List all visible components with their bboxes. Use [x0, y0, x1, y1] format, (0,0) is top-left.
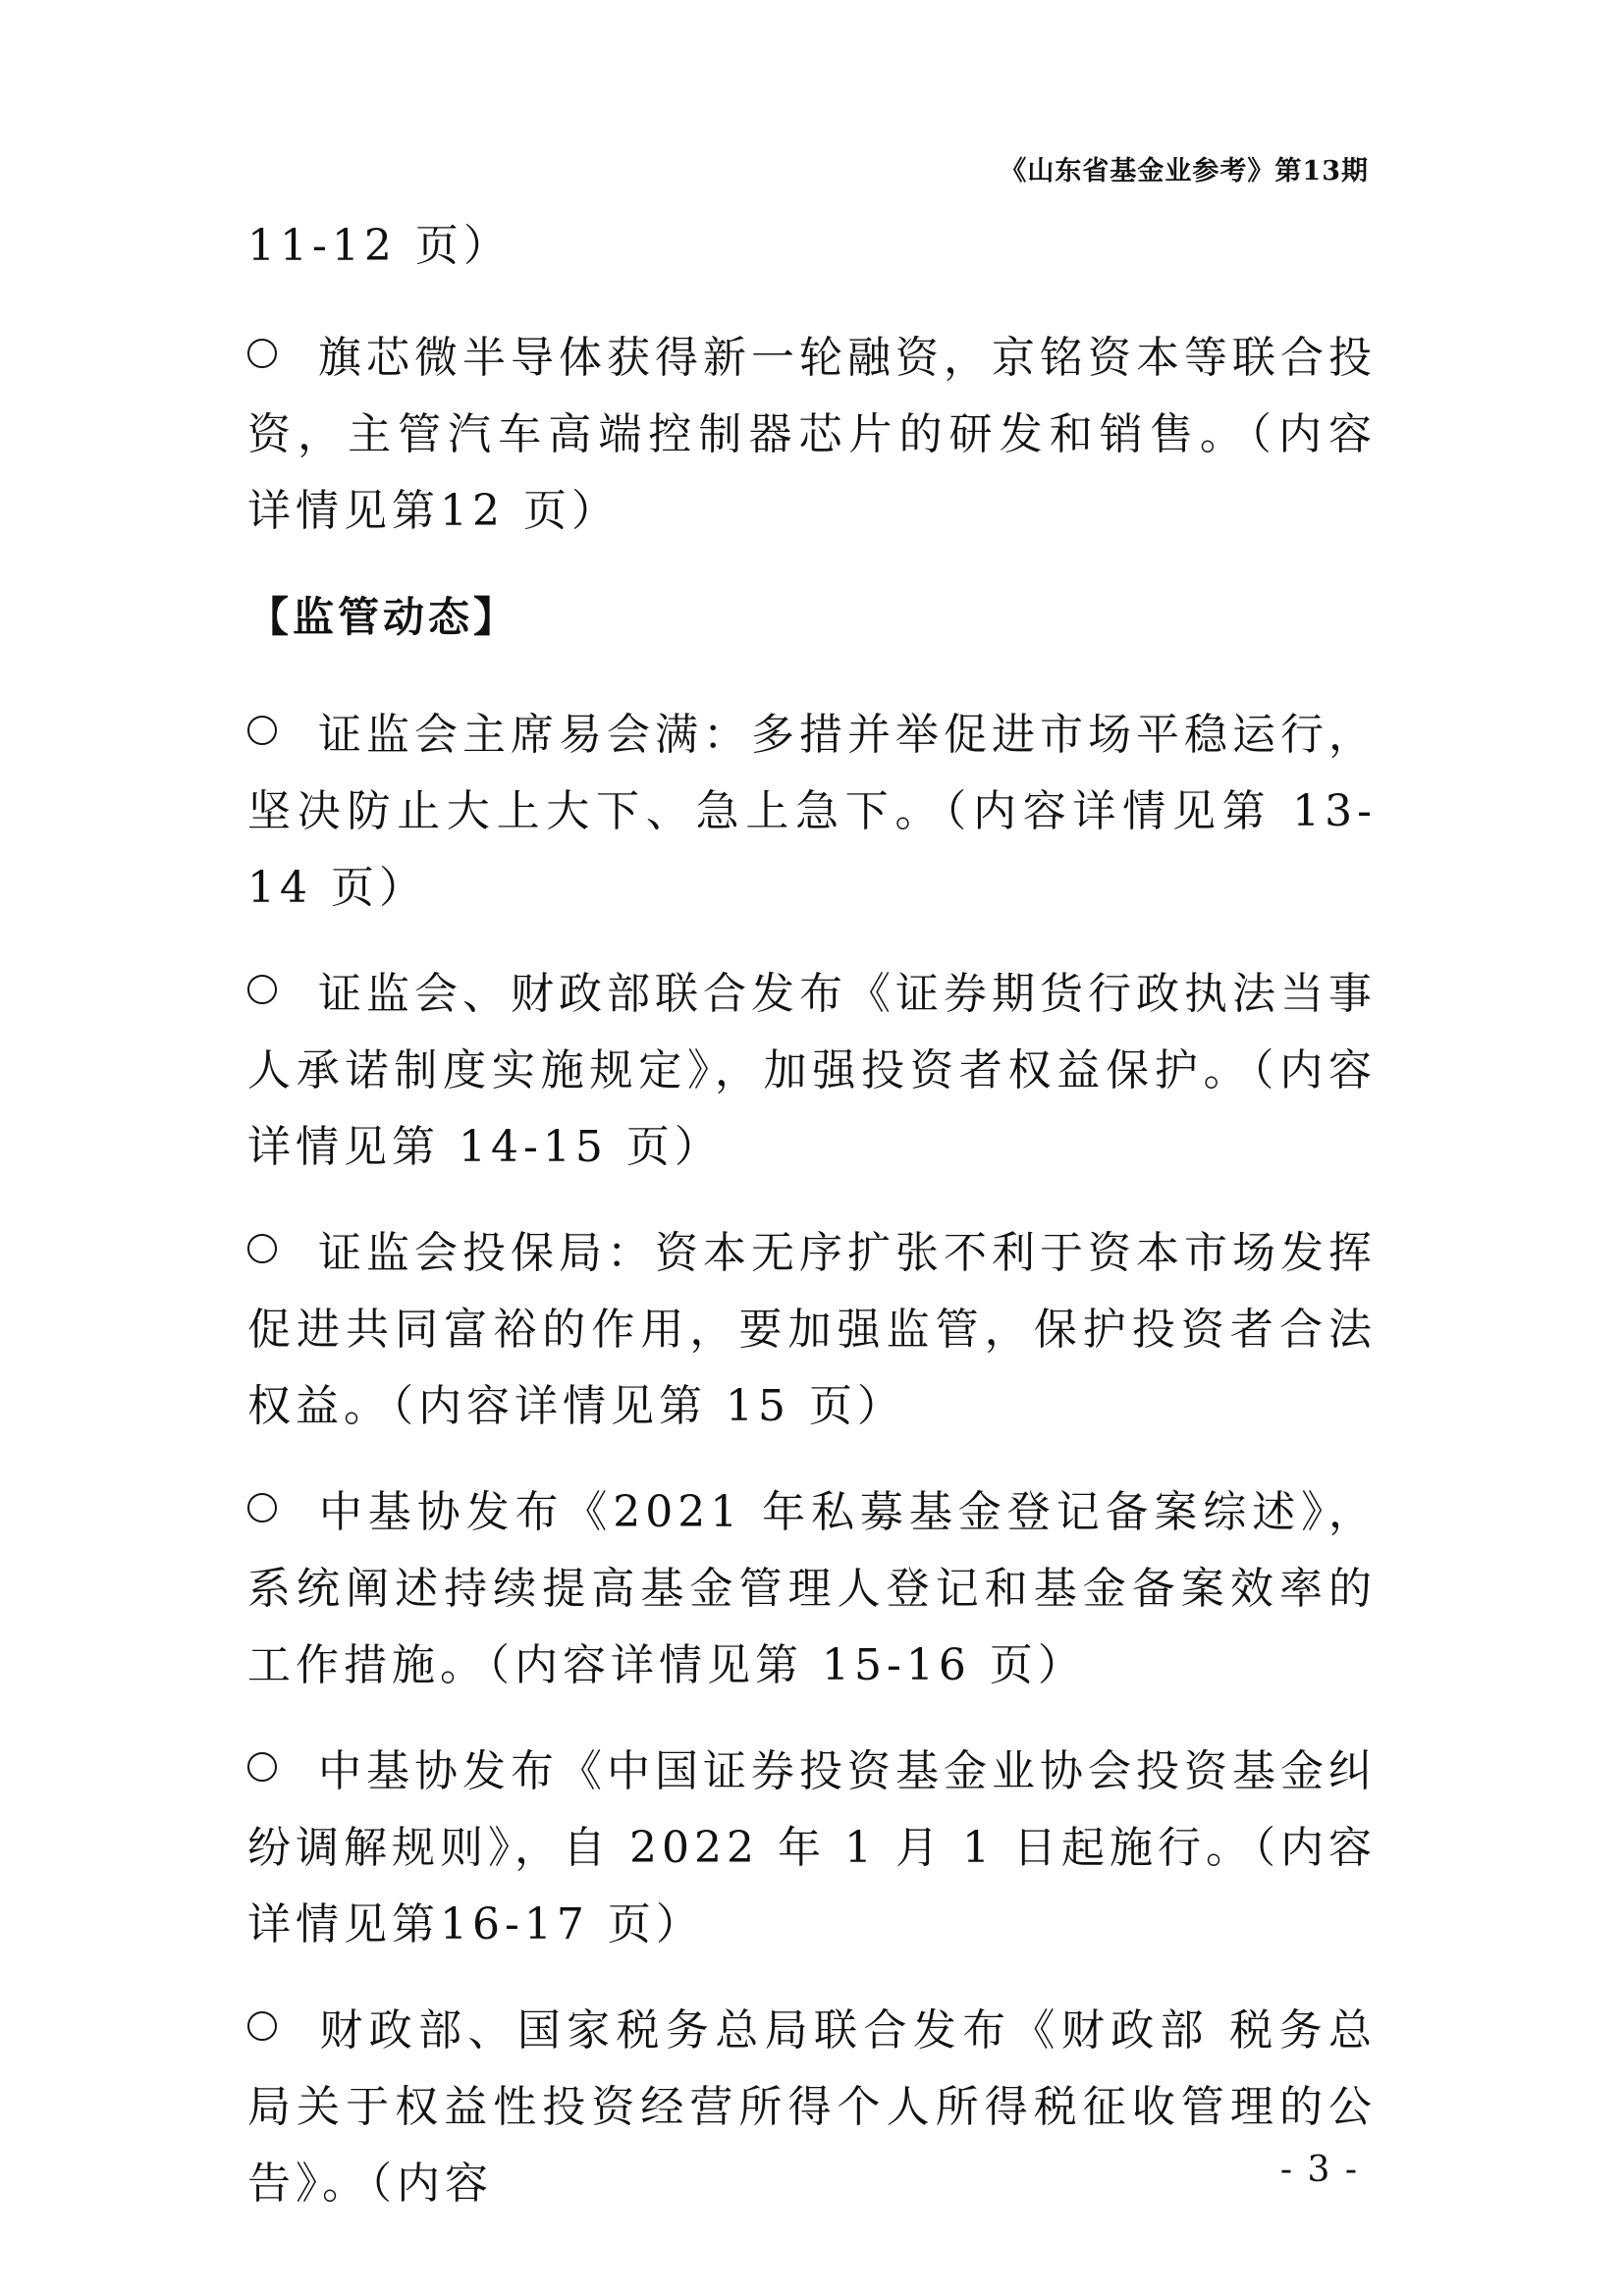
circle-bullet-icon — [247, 339, 277, 368]
list-item — [247, 1474, 1377, 1704]
list-item-text: 中基协发布《2021 年私募基金登记备案综述》，系统阐述持续提高基金管理人登记和基金备案效率的工作措施。（内容详情见第 15-16 页） — [247, 1487, 1377, 1690]
circle-bullet-icon — [247, 975, 277, 1004]
list-item — [247, 956, 1377, 1186]
list-item — [247, 1993, 1377, 2222]
list-item-text: 中基协发布《中国证券投资基金业协会投资基金纠纷调解规则》，自 2022 年 1 月 1 日起施行。（内容详情见第16-17 页） — [247, 1746, 1377, 1949]
list-item-text: 财政部、国家税务总局联合发布《财政部 税务总局关于权益性投资经营所得个人所得税征收管理的公告》。（内容 — [247, 2005, 1377, 2209]
circle-bullet-icon — [247, 716, 277, 745]
list-item — [247, 1734, 1377, 1963]
page-number: - 3 - — [1279, 2150, 1359, 2190]
list-item-text: 证监会主席易会满：多措并举促进市场平稳运行，坚决防止大上大下、急上急下。（内容详情见第 13-14 页） — [247, 710, 1377, 913]
circle-bullet-icon — [247, 1493, 277, 1522]
continued-text: 11-12 页） — [247, 221, 512, 271]
list-item-text: 证监会投保局：资本无序扩张不利于资本市场发挥促进共同富裕的作用，要加强监管，保护投资者合法权益。（内容详情见第 15 页） — [247, 1228, 1377, 1431]
circle-bullet-icon — [247, 1752, 277, 1782]
page-header: 《山东省基金业参考》第13期 — [1000, 156, 1369, 187]
list-item — [247, 320, 1377, 550]
section-title: 【监管动态】 — [247, 593, 519, 641]
circle-bullet-icon — [247, 1234, 277, 1263]
page-content — [247, 208, 1377, 2252]
list-item — [247, 697, 1377, 927]
list-item-text: 证监会、财政部联合发布《证券期货行政执法当事人承诺制度实施规定》，加强投资者权益保护。（内容详情见第 14-15 页） — [247, 969, 1377, 1172]
list-item-text: 旗芯微半导体获得新一轮融资，京铭资本等联合投资，主管汽车高端控制器芯片的研发和销售。（内容详情见第12 页） — [247, 333, 1377, 536]
list-item — [247, 1215, 1377, 1445]
circle-bullet-icon — [247, 2011, 277, 2041]
